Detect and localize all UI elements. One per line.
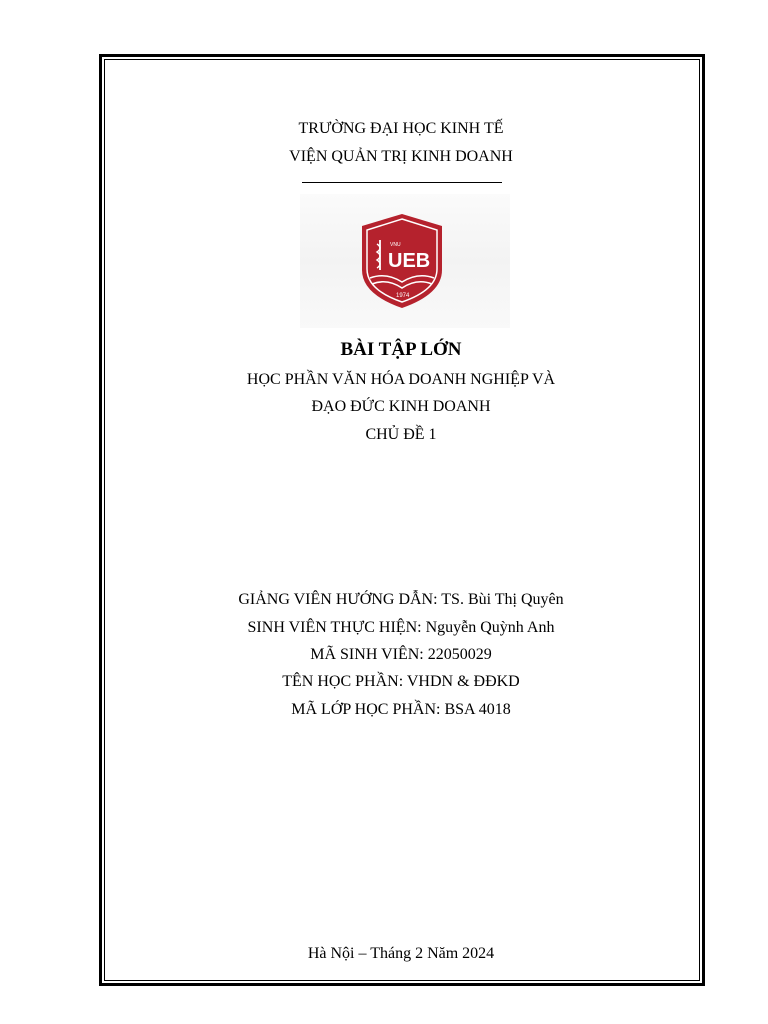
logo-text: UEB <box>388 250 431 272</box>
document-title: BÀI TẬP LỚN <box>340 339 462 360</box>
ueb-logo-shield-icon <box>360 212 444 310</box>
student-id-info: MÃ SINH VIÊN: 22050029 <box>310 646 492 663</box>
place-date: Hà Nội – Tháng 2 Năm 2024 <box>307 945 495 962</box>
course-title-line-1: HỌC PHẦN VĂN HÓA DOANH NGHIỆP VÀ <box>246 371 556 388</box>
student-info: SINH VIÊN THỰC HIỆN: Nguyễn Quỳnh Anh <box>247 619 555 636</box>
university-name: TRƯỜNG ĐẠI HỌC KINH TẾ <box>298 120 504 137</box>
institute-name: VIỆN QUẢN TRỊ KINH DOANH <box>289 148 513 165</box>
header-divider <box>302 182 502 183</box>
logo-small-text: VNU <box>390 242 401 248</box>
course-name-info: TÊN HỌC PHẦN: VHDN & ĐĐKD <box>282 673 520 690</box>
course-title-line-2: ĐẠO ĐỨC KINH DOANH <box>311 398 491 415</box>
logo-year: 1974 <box>396 293 410 299</box>
topic-label: CHỦ ĐỀ 1 <box>365 426 437 443</box>
course-code-info: MÃ LỚP HỌC PHẦN: BSA 4018 <box>291 701 511 718</box>
lecturer-info: GIẢNG VIÊN HƯỚNG DẪN: TS. Bùi Thị Quyên <box>238 591 564 608</box>
